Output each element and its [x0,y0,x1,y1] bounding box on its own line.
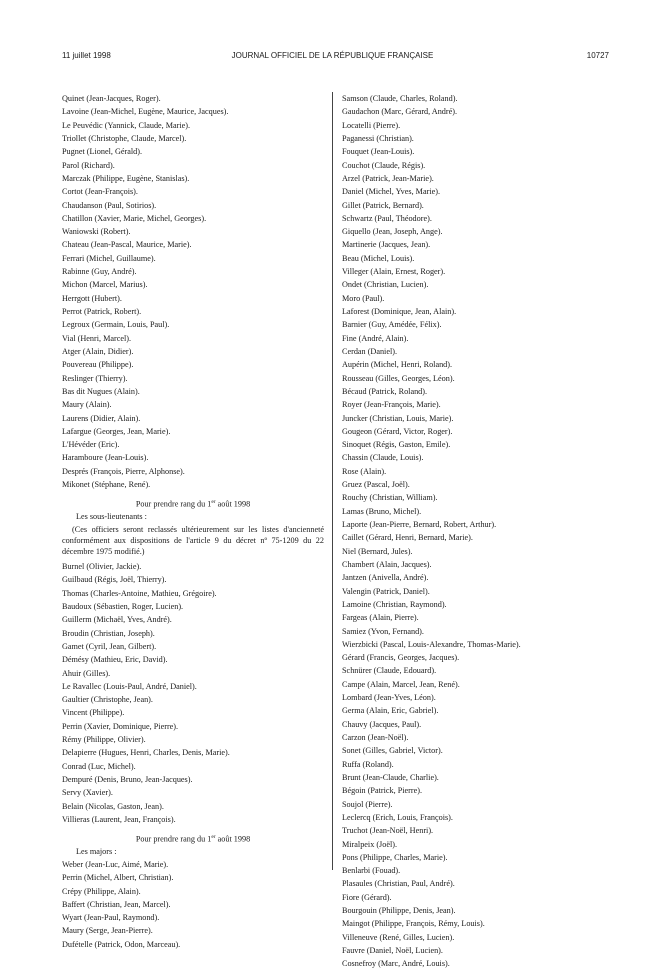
name-entry: Laurens (Didier, Alain). [62,413,141,423]
name-entry: Lombard (Jean-Yves, Léon). [342,693,436,703]
name-entry: Plasaules (Christian, Paul, André). [342,879,455,889]
section1-heading: Pour prendre rang du 1er août 1998 [135,499,251,510]
name-entry: Benlarbi (Fouad). [342,866,401,876]
name-list-a [62,92,324,491]
name-entry: Aupérin (Michel, Henri, Roland). [342,360,453,370]
name-entry: Chaudanson (Paul, Sotirios). [62,200,157,210]
name-entry: Crépy (Philippe, Alain). [62,886,141,896]
name-entry: Wyart (Jean-Paul, Raymond). [62,913,160,923]
name-entry: Gaultier (Christophe, Jean). [62,695,153,705]
name-entry: Belain (Nicolas, Gaston, Jean). [62,801,164,811]
name-entry: Moro (Paul). [342,293,385,303]
name-entry: Fine (André, Alain). [342,333,409,343]
section2-heading: Pour prendre rang du 1er août 1998 [135,834,251,844]
name-entry: Martinerie (Jacques, Jean). [342,240,431,250]
name-entry: Pouvereau (Philippe). [62,360,134,370]
name-entry: Le Peuvédic (Yannick, Claude, Marie). [62,120,191,130]
name-entry: Rabinne (Guy, André). [62,267,137,277]
name-entry: Juncker (Christian, Louis, Marie). [342,413,454,423]
name-entry: Giquello (Jean, Joseph, Ange). [342,227,443,237]
name-entry: Ahuir (Gilles). [62,668,111,678]
name-entry: Pons (Philippe, Charles, Marie). [342,852,448,862]
name-entry: Waniowski (Robert). [62,227,131,237]
column-divider [332,92,333,870]
left-column [62,92,324,951]
name-entry: Schnürer (Claude, Edouard). [342,666,437,676]
name-entry: Pugnet (Lionel, Gérald). [62,147,143,157]
section2-rank: Les majors : [76,846,117,856]
name-entry: Baudoux (Sébastien, Roger, Lucien). [62,601,184,611]
name-entry: Thomas (Charles-Antoine, Mathieu, Grégoire). [62,588,217,598]
name-entry: Marczak (Philippe, Eugène, Stanislas). [62,173,190,183]
name-entry: Chauvy (Jacques, Paul). [342,719,422,729]
name-entry: Maury (Alain). [62,400,112,410]
name-entry: Miralpeix (Joël). [342,839,398,849]
name-entry: Gérard (Francis, Georges, Jacques). [342,653,460,663]
name-entry: Sinoquet (Régis, Gaston, Emile). [342,440,451,450]
name-entry: Maury (Serge, Jean-Pierre). [62,926,153,936]
name-entry: Bécaud (Patrick, Roland). [342,386,428,396]
name-entry: Rouchy (Christian, William). [342,493,438,503]
name-entry: Démésy (Mathieu, Eric, David). [62,655,168,665]
name-entry: Arzel (Patrick, Jean-Marie). [342,173,434,183]
name-entry: Vial (Henri, Marcel). [62,333,132,343]
name-entry: Niel (Bernard, Jules). [342,546,413,556]
section1-rank: Les sous-lieutenants : [76,511,147,521]
name-entry: Lafargue (Georges, Jean, Marie). [62,426,171,436]
right-column [342,92,612,971]
name-entry: Ruffa (Roland). [342,759,394,769]
name-entry: Gillet (Patrick, Bernard). [342,200,424,210]
name-entry: Dufételle (Patrick, Odon, Marceau). [62,939,181,949]
name-entry: Gougeon (Gérard, Victor, Roger). [342,426,453,436]
name-entry: Conrad (Luc, Michel). [62,761,136,771]
name-entry: Baffert (Christian, Jean, Marcel). [62,899,171,909]
name-entry: Fouquet (Jean-Louis). [342,147,415,157]
name-entry: Després (François, Pierre, Alphonse). [62,466,185,476]
name-entry: Laporte (Jean-Pierre, Bernard, Robert, Arthur). [342,520,497,529]
name-entry: Gaudachon (Marc, Gérard, André). [342,107,458,117]
name-entry: Paganessi (Christian). [342,133,414,143]
name-entry: Bégoin (Patrick, Pierre). [342,786,423,796]
name-entry: Chateau (Jean-Pascal, Maurice, Marie). [62,240,192,250]
name-entry: Triollet (Christophe, Claude, Marcel). [62,133,187,143]
name-list-b [62,560,324,826]
name-entry: Perrin (Xavier, Dominique, Pierre). [62,721,179,731]
name-entry: Leclercq (Erich, Louis, François). [342,812,453,822]
name-entry: Villeger (Alain, Ernest, Roger). [342,267,446,277]
name-entry: Haramboure (Jean-Louis). [62,453,149,463]
name-entry: Parol (Richard). [62,160,115,170]
name-entry: Lamas (Bruno, Michel). [342,506,422,516]
name-entry: Rémy (Philippe, Olivier). [62,735,146,745]
name-entry: Fauvre (Daniel, Noël, Lucien). [342,946,443,955]
name-entry: Weber (Jean-Luc, Aimé, Marie). [62,859,169,869]
name-entry: L'Hévéder (Eric). [62,440,120,450]
name-entry: Ondet (Christian, Lucien). [342,280,429,290]
name-list-c [62,858,324,951]
name-entry: Valengin (Patrick, Daniel). [342,586,430,596]
name-entry: Perrot (Patrick, Robert). [62,307,142,316]
name-entry: Samiez (Yvon, Fernand). [342,626,424,636]
name-entry: Caillet (Gérard, Henri, Bernard, Marie). [342,533,473,543]
name-entry: Atger (Alain, Didier). [62,346,134,356]
name-entry: Cerdan (Daniel). [342,346,398,356]
name-entry: Chassin (Claude, Louis). [342,453,424,463]
name-entry: Royer (Jean-François, Marie). [342,400,441,410]
name-entry: Gruez (Pascal, Joël). [342,480,410,490]
name-entry: Herrgott (Hubert). [62,293,122,303]
name-entry: Rose (Alain). [342,466,387,476]
name-entry: Laforest (Dominique, Jean, Alain). [342,307,457,316]
name-entry: Germa (Alain, Eric, Gabriel). [342,706,439,716]
name-entry: Locatelli (Pierre). [342,120,401,130]
header-date: 11 juillet 1998 [62,51,111,60]
name-entry: Truchot (Jean-Noël, Henri). [342,826,434,836]
name-entry: Broudin (Christian, Joseph). [62,628,155,638]
name-entry: Jantzen (Anivella, André). [342,573,429,583]
name-entry: Ferrari (Michel, Guillaume). [62,253,156,263]
name-entry: Campe (Alain, Marcel, Jean, René). [342,679,460,689]
name-entry: Reslinger (Thierry). [62,373,128,383]
name-entry: Vincent (Philippe). [62,708,125,718]
name-entry: Cortot (Jean-François). [62,187,138,197]
name-entry: Villeneuve (René, Gilles, Lucien). [342,932,455,942]
name-entry: Cosnefroy (Marc, André, Louis). [342,959,450,969]
name-entry: Lamoine (Christian, Raymond). [342,599,447,609]
name-entry: Gamet (Cyril, Jean, Gilbert). [62,641,157,651]
name-entry: Dempuré (Denis, Bruno, Jean-Jacques). [62,775,193,784]
name-entry: Barnier (Guy, Amédée, Félix). [342,320,442,330]
name-entry: Fargeas (Alain, Pierre). [342,613,419,623]
name-entry: Rousseau (Gilles, Georges, Léon). [342,373,455,383]
name-entry: Bas dit Nugues (Alain). [62,386,140,396]
name-entry: Mikonet (Stéphane, René). [62,480,151,490]
name-entry: Soujol (Pierre). [342,799,393,809]
name-entry: Chatillon (Xavier, Marie, Michel, Georges). [62,213,207,223]
name-entry: Schwartz (Paul, Théodore). [342,213,432,223]
name-entry: Maingot (Philippe, François, Rémy, Louis). [342,919,485,929]
name-entry: Servy (Xavier). [62,788,113,798]
name-entry: Chambert (Alain, Jacques). [342,559,432,569]
name-entry: Daniel (Michel, Yves, Marie). [342,187,441,197]
name-list-right [342,92,612,971]
name-entry: Burnel (Olivier, Jackie). [62,562,142,571]
name-entry: Sonet (Gilles, Gabriel, Victor). [342,746,443,756]
name-entry: Delapierre (Hugues, Henri, Charles, Denis, Marie). [62,748,230,758]
name-entry: Perrin (Michel, Albert, Christian). [62,873,174,883]
name-entry: Wierzbicki (Pascal, Louis-Alexandre, Thomas-Marie). [342,639,521,649]
name-entry: Couchot (Claude, Régis). [342,160,426,170]
header-title: JOURNAL OFFICIEL DE LA RÉPUBLIQUE FRANÇAISE [231,51,434,60]
name-entry: Legroux (Germain, Louis, Paul). [62,320,170,330]
name-entry: Guilbaud (Régis, Joël, Thierry). [62,575,167,585]
name-entry: Villieras (Laurent, Jean, François). [62,814,176,824]
name-entry: Bourgouin (Philippe, Denis, Jean). [342,906,456,916]
name-entry: Carzon (Jean-Noël). [342,733,409,742]
name-entry: Quinet (Jean-Jacques, Roger). [62,94,161,103]
name-entry: Brunt (Jean-Claude, Charlie). [342,772,439,782]
name-entry: Samson (Claude, Charles, Roland). [342,94,458,103]
name-entry: Guillerm (Michaël, Yves, André). [62,615,172,625]
name-entry: Lavoine (Jean-Michel, Eugène, Maurice, Jacques). [62,107,229,117]
name-entry: Beau (Michel, Louis). [342,253,415,263]
name-entry: Le Ravallec (Louis-Paul, André, Daniel). [62,681,197,691]
section1-note: (Ces officiers seront reclassés ultérieurement sur les listes d'ancienneté conformément aux dispositions de l'article 9 du décret nº 75-1209 du 22 décembre 1975 modifié.) [62,525,324,556]
name-entry: Michon (Marcel, Marius). [62,280,148,290]
header-page-number: 10727 [586,51,609,60]
name-entry: Fiore (Gérard). [342,892,392,902]
